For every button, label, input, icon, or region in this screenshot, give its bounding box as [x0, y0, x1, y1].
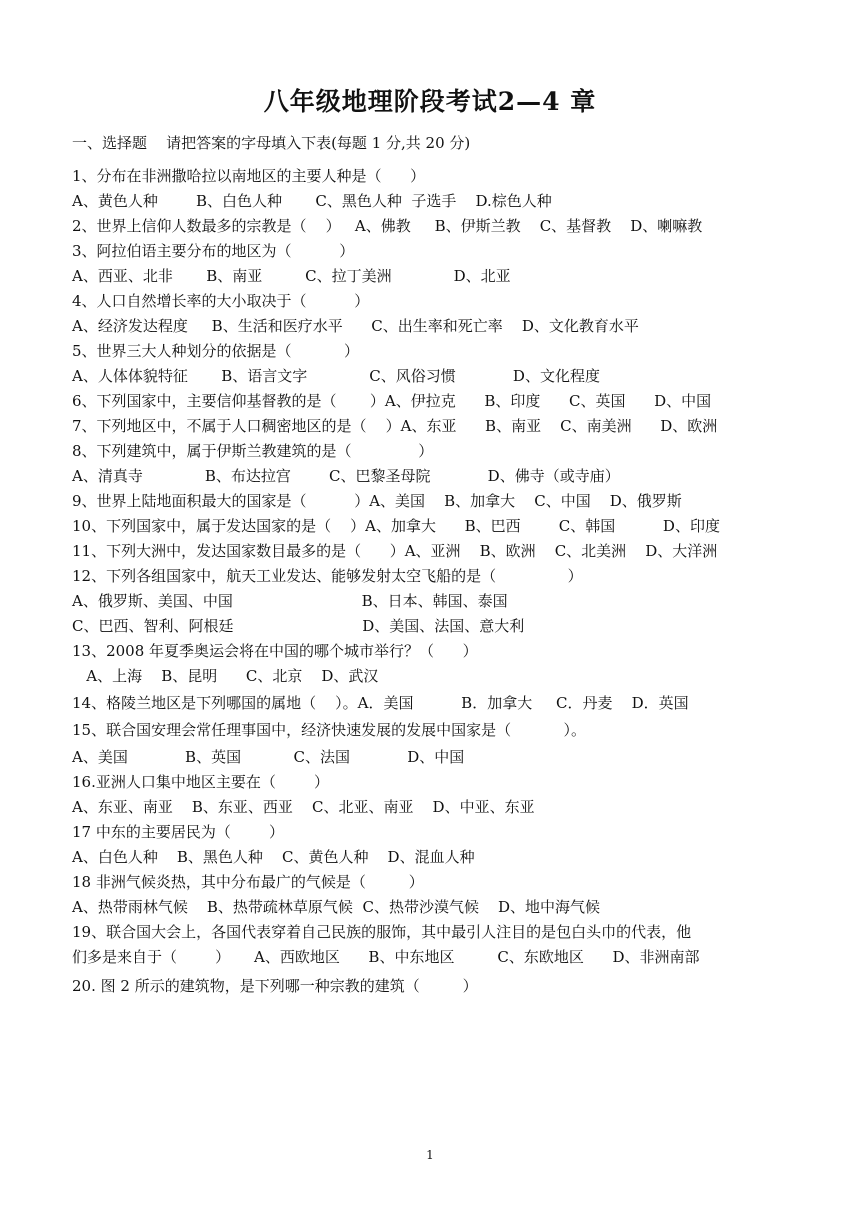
question-9: 9、世界上陆地面积最大的国家是（ ）A、美国 B、加拿大 C、中国 D、俄罗斯: [72, 492, 682, 510]
question-17-options: A、白色人种 B、黑色人种 C、黄色人种 D、混血人种: [72, 848, 475, 866]
question-19: 19、联合国大会上，各国代表穿着自己民族的服饰，其中最引人注目的是包白头巾的代表，他: [72, 923, 692, 941]
question-11: 11、下列大洲中，发达国家数目最多的是（ ）A、亚洲 B、欧洲 C、北美洲 D、大洋洲: [72, 542, 718, 560]
question-5-options: A、人体体貌特征 B、语言文字 C、风俗习惯 D、文化程度: [72, 367, 600, 385]
question-8-options: A、清真寺 B、布达拉宫 C、巴黎圣母院 D、佛寺（或寺庙）: [72, 467, 620, 485]
question-5: 5、世界三大人种划分的依据是（ ）: [72, 342, 359, 360]
question-14: 14、格陵兰地区是下列哪国的属地（ ）。A．美国 B．加拿大 C．丹麦 D．英国: [72, 694, 689, 712]
question-6: 6、下列国家中，主要信仰基督教的是（ ）A、伊拉克 B、印度 C、英国 D、中国: [72, 392, 712, 410]
question-16-options: A、东亚、南亚 B、东亚、西亚 C、北亚、南亚 D、中亚、东亚: [72, 798, 535, 816]
question-15-options: A、美国 B、英国 C、法国 D、中国: [72, 748, 465, 766]
question-16: 16.亚洲人口集中地区主要在（ ）: [72, 773, 330, 791]
question-8: 8、下列建筑中，属于伊斯兰教建筑的是（ ）: [72, 442, 434, 460]
question-3-options: A、西亚、北非 B、南亚 C、拉丁美洲 D、北亚: [72, 267, 511, 285]
question-19-continued: 们多是来自于（ ） A、西欧地区 B、中东地区 C、东欧地区 D、非洲南部: [72, 948, 700, 966]
page-number: 1: [426, 1148, 434, 1162]
question-3: 3、阿拉伯语主要分布的地区为（ ）: [72, 242, 355, 260]
question-7: 7、下列地区中，不属于人口稠密地区的是（ ）A、东亚 B、南亚 C、南美洲 D、欧洲: [72, 417, 718, 435]
question-12: 12、下列各组国家中，航天工业发达、能够发射太空飞船的是（ ）: [72, 567, 583, 585]
question-2: 2、世界上信仰人数最多的宗教是（ ） A、佛教 B、伊斯兰教 C、基督教 D、喇嘛教: [72, 217, 703, 235]
question-15: 15、联合国安理会常任理事国中，经济快速发展的发展中国家是（ ）。: [72, 721, 587, 739]
exam-title: 八年级地理阶段考试2—4 章: [263, 87, 597, 116]
question-12-options-cd: C、巴西、智利、阿根廷 D、美国、法国、意大利: [72, 617, 525, 635]
question-4: 4、人口自然增长率的大小取决于（ ）: [72, 292, 370, 310]
question-20: 20. 图 2 所示的建筑物，是下列哪一种宗教的建筑（ ）: [72, 977, 478, 995]
question-18: 18 非洲气候炎热，其中分布最广的气候是（ ）: [72, 873, 424, 891]
question-18-options: A、热带雨林气候 B、热带疏林草原气候 C、热带沙漠气候 D、地中海气候: [72, 898, 601, 916]
question-10: 10、下列国家中，属于发达国家的是（ ）A、加拿大 B、巴西 C、韩国 D、印度: [72, 517, 720, 535]
section-heading: 一、选择题 请把答案的字母填入下表(每题 1 分,共 20 分): [72, 134, 471, 152]
question-17: 17 中东的主要居民为（ ）: [72, 823, 285, 841]
question-1-options: A、黄色人种 B、白色人种 C、黑色人种 子选手 D.棕色人种: [72, 192, 552, 210]
question-13-options: A、上海 B、昆明 C、北京 D、武汉: [72, 667, 379, 685]
question-13: 13、2008 年夏季奥运会将在中国的哪个城市举行？（ ）: [72, 642, 478, 660]
question-12-options-ab: A、俄罗斯、美国、中国 B、日本、韩国、泰国: [72, 592, 508, 610]
question-1: 1、分布在非洲撒哈拉以南地区的主要人种是（ ）: [72, 167, 426, 185]
question-4-options: A、经济发达程度 B、生活和医疗水平 C、出生率和死亡率 D、文化教育水平: [72, 317, 639, 335]
